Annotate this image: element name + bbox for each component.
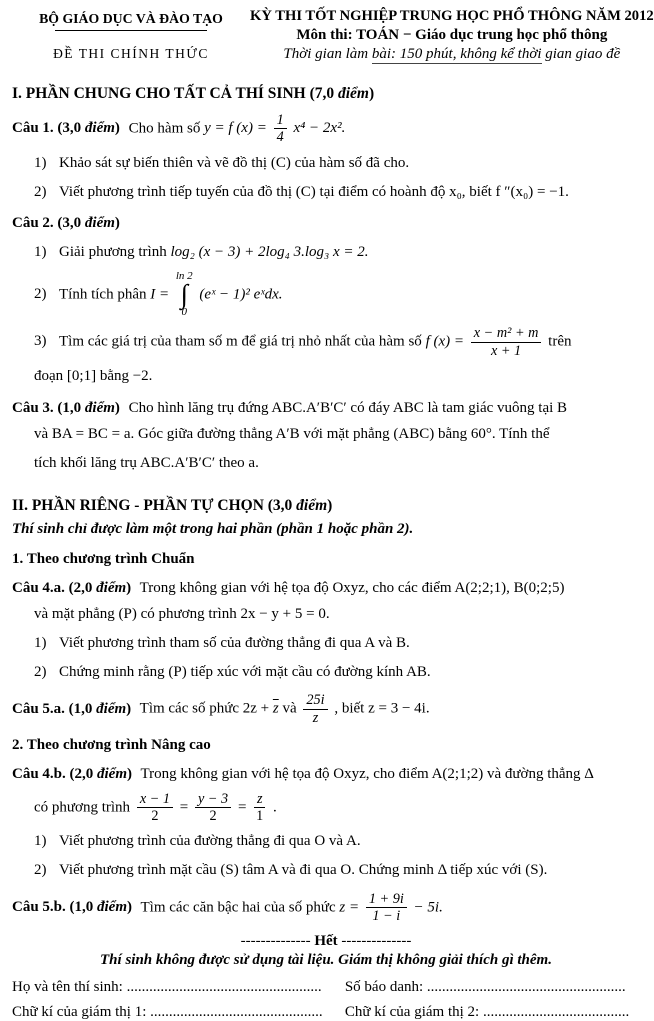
q4a-line-1: Câu 4.a. (2,0 điểm) Trong không gian với hệ tọa độ Oxyz, cho các điểm A(2;2;1), B(0;2;5) <box>12 579 565 596</box>
end-marker: -------------- Hết -------------- <box>240 932 412 949</box>
q1-fraction: $\frac{1}{4}$ <box>274 112 287 146</box>
q1-intro-text: Cho hàm số <box>128 120 201 137</box>
q5b-heading: Câu 5.b. (1,0 điểm) <box>12 899 133 916</box>
q5a-line: Câu 5.a. (1,0 điểm) Tìm các số phức $2z + \overline{z}$ và $\frac{25i}{z}$ , biết z = 3 − 4i. <box>12 692 430 726</box>
dotted-line: .............................................. <box>150 1003 323 1020</box>
q2-fraction: $\frac{\text{x − m² + m}}{x + 1}$ <box>471 325 542 359</box>
q1-item-1: 1) Khảo sát sự biến thiên và vẽ đồ thị (C) của hàm số đã cho. <box>34 153 640 175</box>
q2-item-3-cont: đoạn [0;1] bằng −2. <box>34 367 153 384</box>
section2-note: Thí sinh chỉ được làm một trong hai phần (phần 1 hoặc phần 2). <box>12 520 414 537</box>
integral-symbol: ln 2 ∫ 0 <box>175 269 193 319</box>
q2-equation: log₂ (x − 3) + 2log₄ 3.log₃ x = 2. <box>170 243 369 260</box>
q4a-line-2: và mặt phẳng (P) có phương trình 2x − y + 5 = 0. <box>34 606 330 623</box>
exam-title: KỲ THI TỐT NGHIỆP TRUNG HỌC PHỔ THÔNG NĂM 2012 <box>250 8 654 24</box>
dotted-line: .................................................... <box>126 978 322 995</box>
section2-title: II. PHẦN RIÊNG - PHẦN TỰ CHỌN (3,0 điểm) <box>12 496 333 514</box>
q3-line-3: tích khối lăng trụ ABC.A′B′C′ theo a. <box>34 454 259 471</box>
q5a-heading: Câu 5.a. (1,0 điểm) <box>12 700 132 717</box>
q2-item-1: 1) Giải phương trình log₂ (x − 3) + 2log₄ 3.log₃ x = 2. <box>34 242 640 264</box>
part1-title: 1. Theo chương trình Chuẩn <box>12 550 195 567</box>
q4b-fraction-3: $\frac{z}{1}$ <box>253 791 266 825</box>
item-number: 2) <box>34 862 47 879</box>
subject-line: Môn thi: TOÁN − Giáo dục trung học phổ thông <box>296 27 608 43</box>
q2-item-2: 2) Tính tích phân I = ln 2 ∫ 0 (eˣ − 1)² eˣdx. <box>34 269 283 319</box>
proctor2-signature-field: Chữ kí của giám thị 2: ....................................... <box>344 1003 630 1020</box>
document-header <box>12 8 654 63</box>
item-number: 1) <box>34 833 47 850</box>
ministry-underline <box>55 30 207 31</box>
header-right-block <box>250 8 654 63</box>
item-number: 3) <box>34 333 47 350</box>
q3-line-1: Câu 3. (1,0 điểm) Cho hình lăng trụ đứng ABC.A′B′C′ có đáy ABC là tam giác vuông tại B <box>12 399 568 416</box>
q2-item-3: 3) Tìm các giá trị của tham số m để giá trị nhỏ nhất của hàm số f (x) = $\frac{\text{x − m² + m}}{x + 1}$ trên <box>34 325 572 359</box>
footer-row-1 <box>12 979 640 996</box>
q4b-fraction-2: $\frac{y - 3}{2}$ <box>195 791 231 825</box>
q4b-item-1: 1) Viết phương trình của đường thẳng đi qua O và A. <box>34 831 640 853</box>
duration-pre: Thời gian làm <box>283 46 372 62</box>
q2-heading: Câu 2. (3,0 điểm) <box>12 215 120 232</box>
item-number: 2) <box>34 285 47 302</box>
q2-integrand: (eˣ − 1)² eˣdx. <box>199 285 283 302</box>
q4a-heading: Câu 4.a. (2,0 điểm) <box>12 579 132 596</box>
footer-row-2 <box>12 1004 640 1021</box>
proctor1-signature-field: Chữ kí của giám thị 1: .............................................. <box>12 1003 323 1020</box>
item-number: 1) <box>34 154 47 171</box>
q1-intro-line <box>12 112 640 146</box>
item-number: 2) <box>34 183 47 200</box>
q1-heading: Câu 1. (3,0 điểm) <box>12 120 120 137</box>
q4b-line-2: có phương trình $\frac{x - 1}{2}$ = $\frac{y - 3}{2}$ = $\frac{z}{1}$ . <box>34 790 277 825</box>
dotted-line: ..................................................... <box>426 978 626 995</box>
q4a-item-1: 1) Viết phương trình tham số của đường thẳng đi qua A và B. <box>34 633 640 655</box>
q4a-item-2: 2) Chứng minh rằng (P) tiếp xúc với mặt cầu có đường kính AB. <box>34 662 640 684</box>
q2-heading-line <box>12 212 640 235</box>
item-number: 2) <box>34 663 47 680</box>
item-number: 1) <box>34 634 47 651</box>
header-left-block <box>12 8 250 63</box>
q1-formula: y = f (x) = $\frac{1}{4}$ x⁴ − 2x². <box>204 112 346 146</box>
q4b-line-1: Câu 4.b. (2,0 điểm) Trong không gian với hệ tọa độ Oxyz, cho điểm A(2;1;2) và đường thẳng Δ <box>12 766 594 783</box>
q4b-fraction-1: $\frac{x - 1}{2}$ <box>137 791 173 825</box>
z-conjugate: $\overline{z}$ <box>272 700 279 717</box>
q3-line-2: và BA = BC = a. Góc giữa đường thẳng A′B với mặt phẳng (ABC) bằng 60°. Tính thể <box>34 426 550 443</box>
duration-underlined: bài: 150 phút, không kể thời <box>371 46 542 62</box>
candidate-name-field: Họ và tên thí sinh: .................................................... <box>12 978 322 995</box>
part2-title: 2. Theo chương trình Nâng cao <box>12 737 211 754</box>
duration-line <box>250 46 654 63</box>
q4b-item-2: 2) Viết phương trình mặt cầu (S) tâm A và đi qua O. Chứng minh Δ tiếp xúc với (S). <box>34 860 640 882</box>
duration-post: gian giao đề <box>541 46 621 62</box>
item-number: 1) <box>34 243 47 260</box>
q1-item-2: 2) Viết phương trình tiếp tuyến của đồ thị (C) tại điểm có hoành độ x₀, biết f ″(x₀) = −1. <box>34 182 640 204</box>
footer-note: Thí sinh không được sử dụng tài liệu. Giám thị không giải thích gì thêm. <box>100 951 552 968</box>
section1-title: I. PHẦN CHUNG CHO TẤT CẢ THÍ SINH (7,0 điểm) <box>12 85 375 102</box>
q4b-heading: Câu 4.b. (2,0 điểm) <box>12 766 133 783</box>
dotted-line: ....................................... <box>482 1003 630 1020</box>
official-exam-label: ĐỀ THI CHÍNH THỨC <box>53 46 209 61</box>
q3-heading: Câu 3. (1,0 điểm) <box>12 399 120 416</box>
q5b-line: Câu 5.b. (1,0 điểm) Tìm các căn bậc hai của số phức z = $\frac{1 + 9i}{1 - i}$ − 5i. <box>12 890 443 925</box>
candidate-number-field: Số báo danh: ..................................................... <box>344 978 626 995</box>
ministry-name: BỘ GIÁO DỤC VÀ ĐÀO TẠO <box>39 11 223 26</box>
q5a-fraction: $\frac{25i}{z}$ <box>303 692 327 726</box>
q5b-fraction: $\frac{1 + 9i}{1 - i}$ <box>366 891 407 925</box>
